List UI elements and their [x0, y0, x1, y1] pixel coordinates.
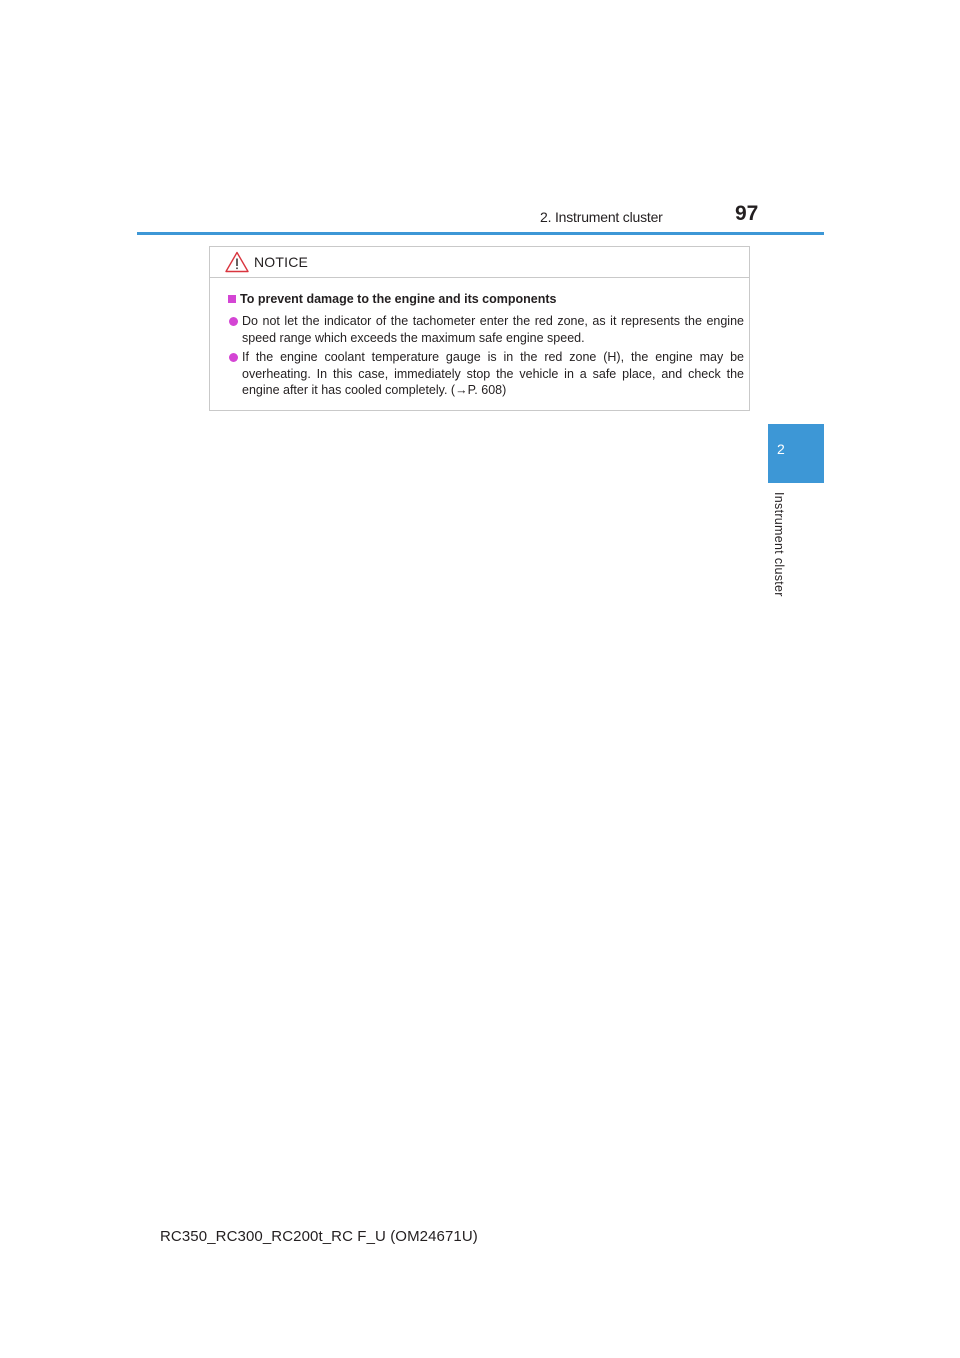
chapter-tab-label: Instrument cluster — [772, 492, 786, 597]
notice-item-text: Do not let the indicator of the tachometer enter the red zone, as it represents the engine speed range which exceeds the maximum safe engine speed. — [242, 314, 744, 345]
notice-item-text: If the engine coolant temperature gauge is in the red zone (H), the engine may be overheating. In this case, immediately stop the vehicle in a safe place, and check the engine after it has cooled completely. (→P. 608) — [242, 350, 744, 397]
round-bullet-icon — [229, 317, 238, 326]
notice-box — [209, 246, 750, 411]
notice-item — [242, 349, 744, 399]
header-rule — [137, 232, 824, 235]
warning-triangle-icon — [225, 251, 249, 273]
notice-label: NOTICE — [254, 254, 309, 270]
notice-header — [210, 247, 749, 278]
notice-item — [242, 313, 744, 346]
chapter-tab-number: 2 — [777, 441, 785, 457]
footer-model-code: RC350_RC300_RC200t_RC F_U (OM24671U) — [160, 1228, 478, 1245]
round-bullet-icon — [229, 353, 238, 362]
running-header-section: 2. Instrument cluster — [540, 209, 663, 225]
page-number: 97 — [735, 202, 759, 225]
chapter-tab — [768, 424, 824, 483]
notice-title-text: To prevent damage to the engine and its components — [240, 292, 557, 306]
notice-title — [228, 292, 556, 306]
square-bullet-icon — [228, 295, 236, 303]
